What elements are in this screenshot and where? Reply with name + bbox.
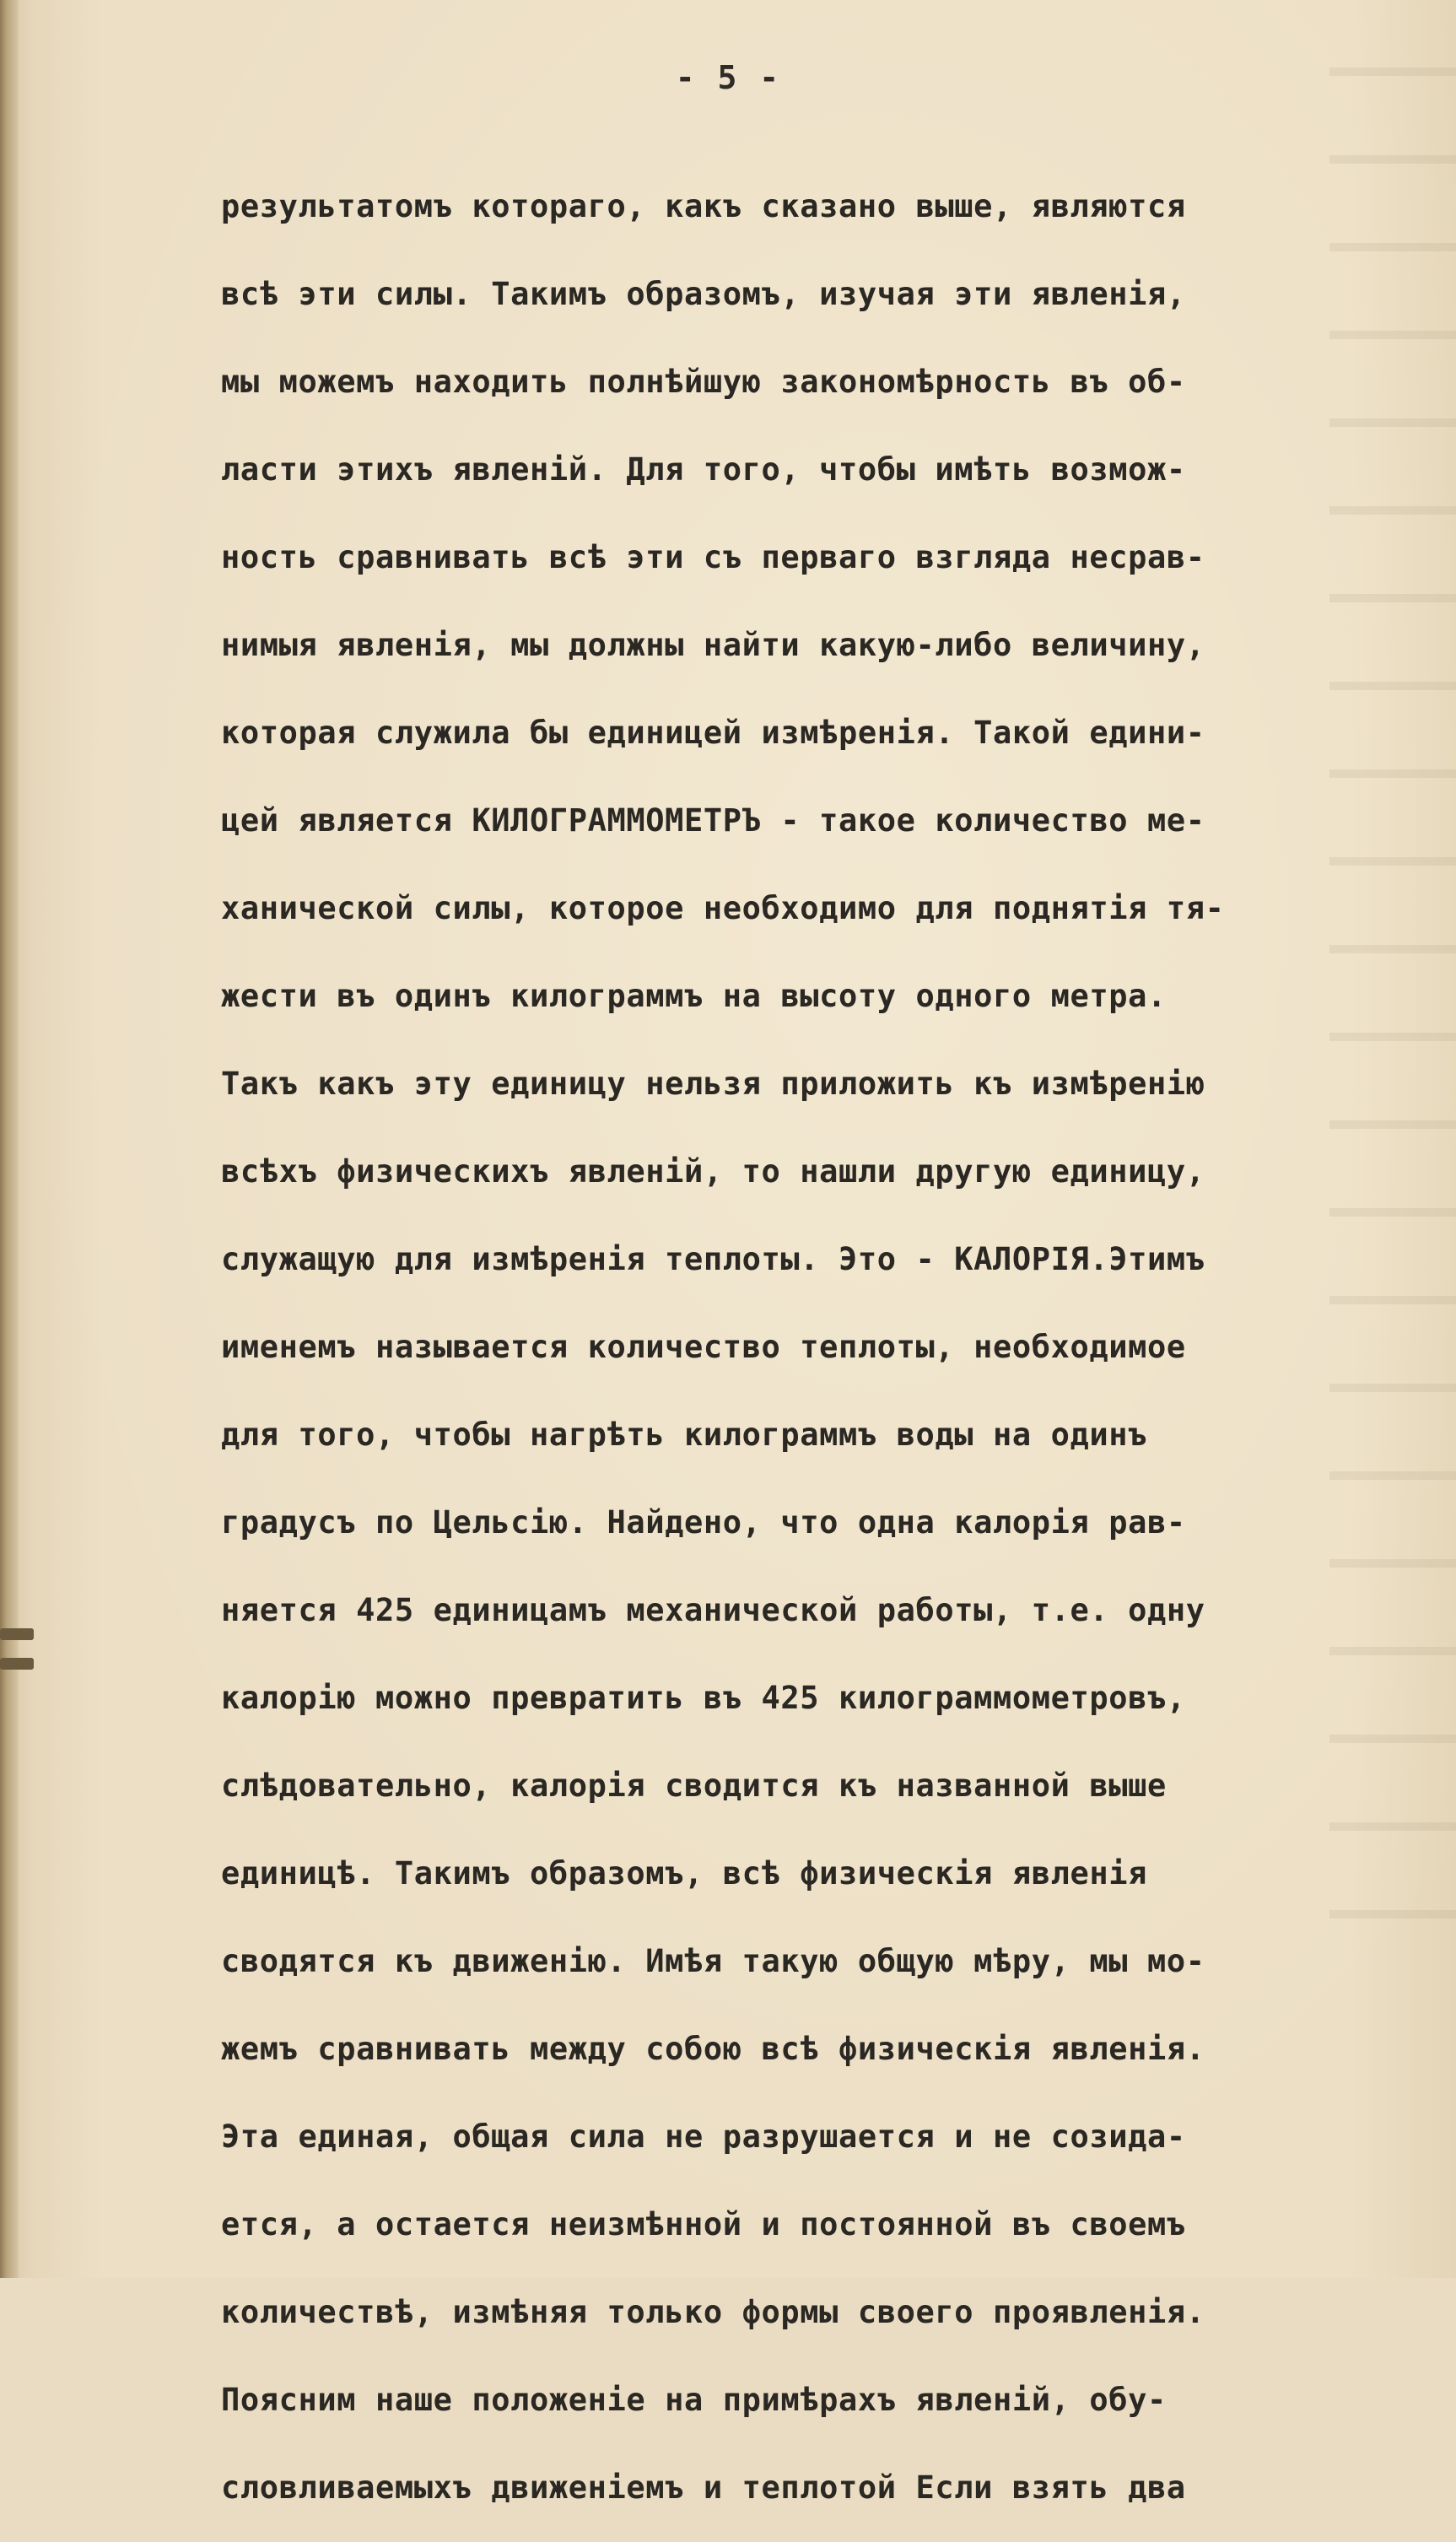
text-line: всѣхъ физическихъ явленій, то нашли другую единицу, bbox=[221, 1153, 1205, 1190]
binding-spine bbox=[0, 0, 19, 2278]
text-line: калорію можно превратить въ 425 килограммометровъ, bbox=[221, 1680, 1186, 1716]
text-line: градусъ по Цельсію. Найдено, что одна калорія рав- bbox=[221, 1504, 1186, 1541]
text-line: служащую для измѣренія теплоты. Это - КАЛОРІЯ.Этимъ bbox=[221, 1241, 1205, 1277]
text-line: жести въ одинъ килограммъ на высоту одного метра. bbox=[221, 978, 1167, 1014]
text-line: для того, чтобы нагрѣть килограммъ воды на одинъ bbox=[221, 1417, 1148, 1453]
text-line: именемъ называется количество теплоты, необходимое bbox=[221, 1329, 1186, 1365]
text-line: мы можемъ находить полнѣйшую закономѣрность въ об- bbox=[221, 364, 1186, 400]
text-line: количествѣ, измѣняя только формы своего проявленія. bbox=[221, 2294, 1205, 2330]
text-line: которая служила бы единицей измѣренія. Такой едини- bbox=[221, 715, 1205, 751]
text-line: Такъ какъ эту единицу нельзя приложить къ измѣренію bbox=[221, 1066, 1205, 1102]
text-line: цей является КИЛОГРАММОМЕТРЪ - такое количество ме- bbox=[221, 802, 1205, 839]
text-line: ханической силы, которое необходимо для поднятія тя- bbox=[221, 890, 1225, 926]
text-line: сводятся къ движенію. Имѣя такую общую мѣру, мы мо- bbox=[221, 1943, 1205, 1979]
text-line: словливаемыхъ движеніемъ и теплотой Если взять два bbox=[221, 2469, 1186, 2506]
text-line: ность сравнивать всѣ эти съ перваго взгляда несрав- bbox=[221, 539, 1205, 575]
text-line: Эта единая, общая сила не разрушается и не созида- bbox=[221, 2118, 1186, 2155]
binding-stitch bbox=[0, 1628, 34, 1640]
binding-stitch bbox=[0, 1658, 34, 1670]
text-line: жемъ сравнивать между собою всѣ физическія явленія. bbox=[221, 2031, 1205, 2067]
text-line: няется 425 единицамъ механической работы, т.е. одну bbox=[221, 1592, 1205, 1628]
text-line: нимыя явленія, мы должны найти какую-либо величину, bbox=[221, 627, 1205, 663]
text-line: слѣдовательно, калорія сводится къ названной выше bbox=[221, 1768, 1167, 1804]
text-line: Поясним наше положеніе на примѣрахъ явленій, обу- bbox=[221, 2382, 1167, 2418]
page-number: - 5 - bbox=[675, 59, 781, 96]
text-line: ется, а остается неизмѣнной и постоянной въ своемъ bbox=[221, 2206, 1186, 2242]
text-line: всѣ эти силы. Такимъ образомъ, изучая эти явленія, bbox=[221, 276, 1186, 312]
text-line: ласти этихъ явленій. Для того, чтобы имѣть возмож- bbox=[221, 451, 1186, 488]
typewritten-body bbox=[221, 173, 1402, 2542]
text-line: единицѣ. Такимъ образомъ, всѣ физическія явленія bbox=[221, 1855, 1148, 1892]
text-line: результатомъ котораго, какъ сказано выше, являются bbox=[221, 188, 1186, 224]
